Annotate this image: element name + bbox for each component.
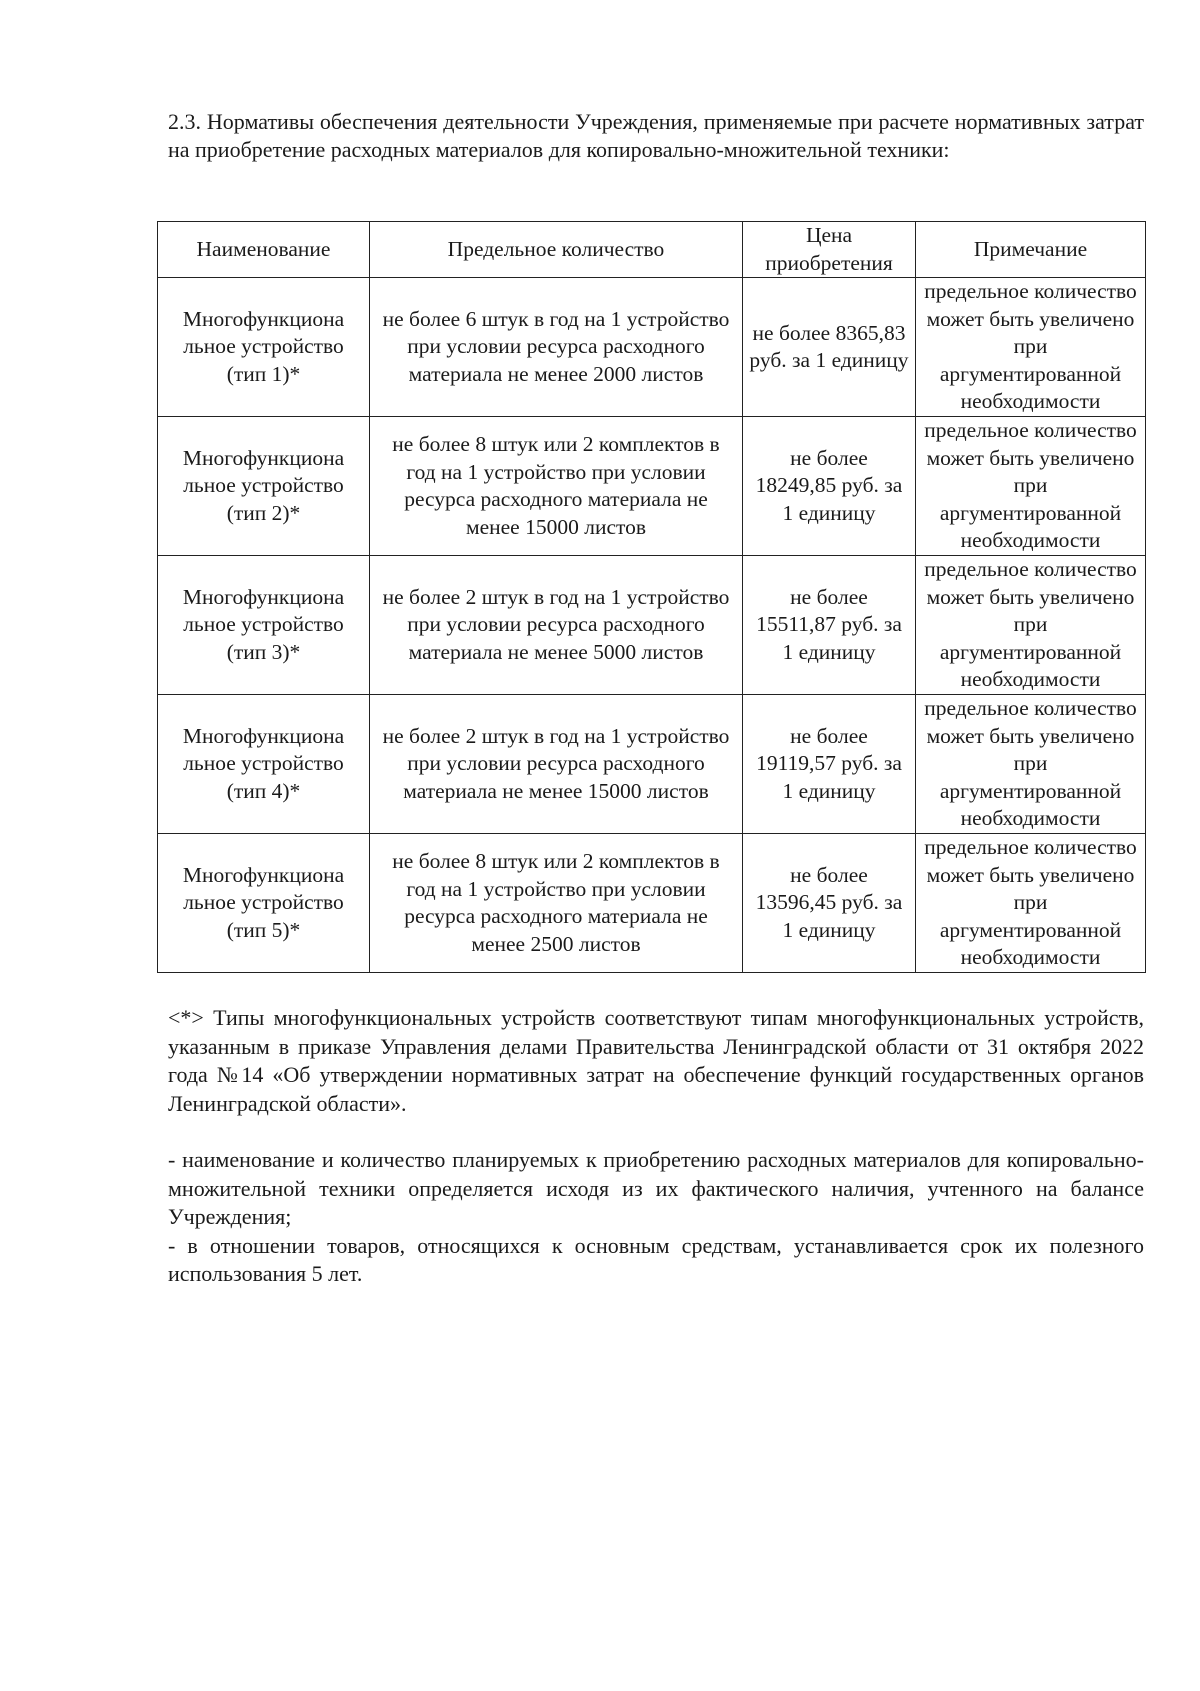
- cell-note: предельное количество может быть увеличено при аргументированной необходимости: [916, 556, 1146, 695]
- cell-limit: не более 8 штук или 2 комплектов в год на 1 устройство при условии ресурса расходного материала не менее 2500 листов: [370, 834, 743, 973]
- table-row: [158, 278, 1146, 417]
- bullet-item: - в отношении товаров, относящихся к основным средствам, устанавливается срок их полезного использования 5 лет.: [168, 1232, 1144, 1286]
- section-intro: 2.3. Нормативы обеспечения деятельности Учреждения, применяемые при расчете нормативных затрат на приобретение расходных материалов для копировально-множительной техники:: [168, 109, 1144, 162]
- header-price: Цена приобретения: [743, 222, 916, 278]
- table-header-row: [158, 222, 1146, 278]
- norms-table: [157, 221, 1146, 973]
- cell-limit: не более 6 штук в год на 1 устройство при условии ресурса расходного материала не менее 2000 листов: [370, 278, 743, 417]
- header-limit: Предельное количество: [370, 222, 743, 278]
- header-name: Наименование: [158, 222, 370, 278]
- cell-name: Многофункциона льное устройство (тип 1)*: [158, 278, 370, 417]
- cell-price: не более 15511,87 руб. за 1 единицу: [743, 556, 916, 695]
- cell-name: Многофункциона льное устройство (тип 4)*: [158, 695, 370, 834]
- footnote: <*> Типы многофункциональных устройств соответствуют типам многофункциональных устройств, указанным в приказе Управления делами Правительства Ленинградской области от 31 октября 2022 года №14 «Об утверждении нормативных затрат на обеспечение функций государственных органов Ленинградской области».: [168, 1005, 1144, 1116]
- cell-limit: не более 2 штук в год на 1 устройство при условии ресурса расходного материала не менее 15000 листов: [370, 695, 743, 834]
- cell-limit: не более 8 штук или 2 комплектов в год на 1 устройство при условии ресурса расходного материала не менее 15000 листов: [370, 417, 743, 556]
- cell-price: не более 18249,85 руб. за 1 единицу: [743, 417, 916, 556]
- cell-limit: не более 2 штук в год на 1 устройство при условии ресурса расходного материала не менее 5000 листов: [370, 556, 743, 695]
- cell-name: Многофункциона льное устройство (тип 5)*: [158, 834, 370, 973]
- cell-note: предельное количество может быть увеличено при аргументированной необходимости: [916, 695, 1146, 834]
- header-note: Примечание: [916, 222, 1146, 278]
- cell-price: не более 8365,83 руб. за 1 единицу: [743, 278, 916, 417]
- cell-name: Многофункциона льное устройство (тип 2)*: [158, 417, 370, 556]
- table-row: [158, 695, 1146, 834]
- bullet-item: - наименование и количество планируемых к приобретению расходных материалов для копировально-множительной техники определяется исходя из их фактического наличия, учтенного на балансе Учреждения;: [168, 1147, 1144, 1229]
- cell-note: предельное количество может быть увеличено при аргументированной необходимости: [916, 417, 1146, 556]
- table-row: [158, 834, 1146, 973]
- table-row: [158, 417, 1146, 556]
- cell-price: не более 13596,45 руб. за 1 единицу: [743, 834, 916, 973]
- cell-name: Многофункциона льное устройство (тип 3)*: [158, 556, 370, 695]
- cell-note: предельное количество может быть увеличено при аргументированной необходимости: [916, 834, 1146, 973]
- cell-price: не более 19119,57 руб. за 1 единицу: [743, 695, 916, 834]
- bullet-list: [168, 1146, 1144, 1289]
- table-row: [158, 556, 1146, 695]
- cell-note: предельное количество может быть увеличено при аргументированной необходимости: [916, 278, 1146, 417]
